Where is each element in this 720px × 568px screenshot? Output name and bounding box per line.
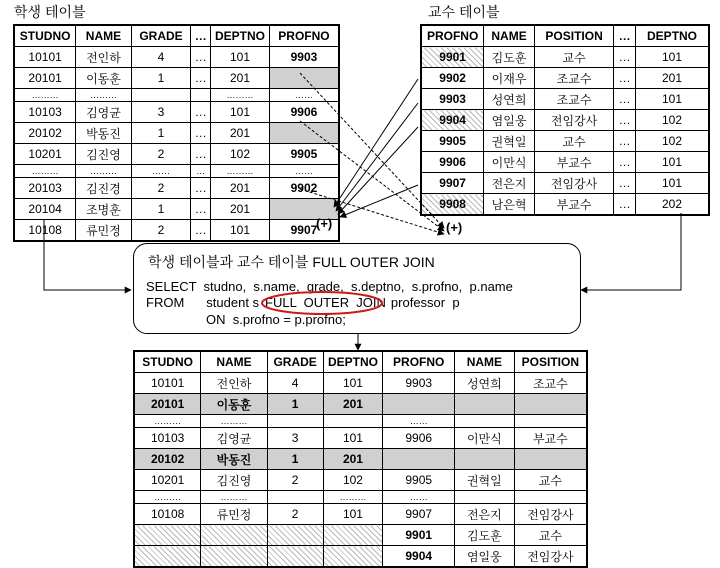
result-cell: 4: [267, 373, 323, 394]
result-cell: 20102: [134, 449, 201, 470]
professor-cell-profno: 9907: [421, 173, 484, 194]
result-cell: 교수: [514, 470, 587, 491]
student-cell-etc: …: [191, 220, 211, 242]
professor-cell-profno: 9904: [421, 110, 484, 131]
student-cell-profno: 9906: [269, 102, 339, 123]
professor-col-header: NAME: [484, 25, 535, 47]
result-cell: 염일웅: [455, 546, 515, 568]
result-cell: 9904: [383, 546, 455, 568]
result-cell: 이만식: [455, 428, 515, 449]
student-cell-etc: …: [191, 178, 211, 199]
student-cell-etc: …: [191, 47, 211, 68]
professor-cell-etc: …: [614, 194, 636, 216]
student-cell-etc: …: [191, 102, 211, 123]
student-cell-studno: ………: [14, 165, 76, 178]
student-col-header: GRADE: [131, 25, 191, 47]
student-cell-profno: 9907: [269, 220, 339, 242]
sql-line-select: SELECT studno, s.name, grade, s.deptno, s.profno, p.name: [146, 279, 513, 294]
professor-cell-position: 교수: [534, 47, 613, 68]
professor-cell-deptno: 101: [636, 152, 709, 173]
result-cell: 10101: [134, 373, 201, 394]
result-cell: 성연희: [455, 373, 515, 394]
professor-cell-etc: …: [614, 152, 636, 173]
professor-cell-profno: 9908: [421, 194, 484, 216]
result-cell: 9907: [383, 504, 455, 525]
stud-20101-dashed: [300, 73, 444, 228]
result-cell: 전임강사: [514, 546, 587, 568]
professor-cell-position: 전임강사: [534, 110, 613, 131]
student-cell-studno: 10103: [14, 102, 76, 123]
result-cell: 전인하: [201, 373, 268, 394]
professor-cell-deptno: 102: [636, 110, 709, 131]
student-cell-grade: 3: [131, 102, 191, 123]
student-cell-studno: 10201: [14, 144, 76, 165]
student-cell-name: 김진영: [76, 144, 131, 165]
professor-cell-name: 이재우: [484, 68, 535, 89]
result-cell: 1: [267, 394, 323, 415]
professor-cell-name: 염일웅: [484, 110, 535, 131]
result-cell: 20101: [134, 394, 201, 415]
result-cell: 101: [323, 504, 383, 525]
professor-cell-position: 교수: [534, 131, 613, 152]
student-cell-grade: 2: [131, 178, 191, 199]
student-col-header: DEPTNO: [211, 25, 270, 47]
student-cell-name: 이동훈: [76, 68, 131, 89]
result-cell: 3: [267, 428, 323, 449]
result-cell: 9906: [383, 428, 455, 449]
student-cell-deptno: ………: [211, 165, 270, 178]
result-cell: ……: [383, 415, 455, 428]
professor-cell-etc: …: [614, 173, 636, 194]
professor-cell-deptno: 102: [636, 131, 709, 152]
professor-table-title: 교수 테이블: [428, 4, 500, 20]
student-cell-profno: 9902: [269, 178, 339, 199]
professor-cell-name: 김도훈: [484, 47, 535, 68]
professor-cell-profno: 9903: [421, 89, 484, 110]
professor-cell-etc: …: [614, 110, 636, 131]
student-cell-name: 박동진: [76, 123, 131, 144]
sql-from-keyword: FROM: [146, 295, 185, 310]
student-cell-deptno: 101: [211, 102, 270, 123]
result-cell: 201: [323, 449, 383, 470]
student-cell-name: 류민정: [76, 220, 131, 242]
student-cell-grade: ……: [131, 165, 191, 178]
result-cell: 김도훈: [455, 525, 515, 546]
prof-9903-arrow: [334, 79, 418, 207]
result-col-header: STUDNO: [134, 351, 201, 373]
student-cell-studno: 20101: [14, 68, 76, 89]
student-cell-name: ………: [76, 89, 131, 102]
professor-cell-position: 조교수: [534, 89, 613, 110]
result-col-header: NAME: [201, 351, 268, 373]
student-cell-grade: 1: [131, 68, 191, 89]
result-cell: 9901: [383, 525, 455, 546]
result-col-header: POSITION: [514, 351, 587, 373]
student-cell-deptno: 201: [211, 178, 270, 199]
student-col-header: STUDNO: [14, 25, 76, 47]
professor-cell-name: 전은지: [484, 173, 535, 194]
professor-cell-position: 부교수: [534, 152, 613, 173]
result-col-header: NAME: [455, 351, 515, 373]
student-cell-name: 김영균: [76, 102, 131, 123]
professor-cell-deptno: 101: [636, 47, 709, 68]
professor-cell-name: 권혁일: [484, 131, 535, 152]
professor-to-bubble-line: [581, 213, 681, 290]
result-cell: 101: [323, 428, 383, 449]
professor-cell-etc: …: [614, 131, 636, 152]
student-cell-etc: …: [191, 68, 211, 89]
student-cell-profno: ……: [269, 89, 339, 102]
result-cell: 10108: [134, 504, 201, 525]
student-cell-deptno: ………: [211, 89, 270, 102]
result-cell: 101: [323, 373, 383, 394]
professor-col-header: …: [614, 25, 636, 47]
sql-line-on: ON s.profno = p.profno;: [206, 312, 346, 327]
result-cell: ………: [134, 491, 201, 504]
result-cell: 10103: [134, 428, 201, 449]
professor-cell-position: 조교수: [534, 68, 613, 89]
professor-cell-etc: …: [614, 89, 636, 110]
result-cell: 102: [323, 470, 383, 491]
result-cell: ………: [323, 491, 383, 504]
student-cell-grade: 2: [131, 220, 191, 242]
student-cell-studno: 10108: [14, 220, 76, 242]
student-cell-studno: 10101: [14, 47, 76, 68]
result-cell: 9905: [383, 470, 455, 491]
student-cell-name: 전인하: [76, 47, 131, 68]
professor-cell-position: 전임강사: [534, 173, 613, 194]
student-cell-deptno: 101: [211, 220, 270, 242]
result-cell: 박동진: [201, 449, 268, 470]
student-cell-grade: 2: [131, 144, 191, 165]
sql-from-professor: professor p: [390, 295, 460, 310]
professor-cell-profno: 9902: [421, 68, 484, 89]
sql-full-outer-join: FULL OUTER JOIN: [265, 295, 386, 310]
student-cell-studno: 20103: [14, 178, 76, 199]
stud-20102-dashed: [300, 121, 444, 231]
student-col-header: PROFNO: [269, 25, 339, 47]
student-to-bubble-line: [44, 220, 131, 290]
result-cell: 2: [267, 470, 323, 491]
professor-cell-profno: 9905: [421, 131, 484, 152]
student-table-title: 학생 테이블: [14, 4, 86, 20]
result-cell: ………: [201, 491, 268, 504]
professor-cell-deptno: 202: [636, 194, 709, 216]
professor-cell-etc: …: [614, 68, 636, 89]
professor-cell-deptno: 201: [636, 68, 709, 89]
student-cell-name: 조명훈: [76, 199, 131, 220]
student-cell-studno: 20104: [14, 199, 76, 220]
student-cell-deptno: 102: [211, 144, 270, 165]
student-cell-etc: …: [191, 199, 211, 220]
result-cell: 2: [267, 504, 323, 525]
result-cell: 1: [267, 449, 323, 470]
result-cell: 교수: [514, 525, 587, 546]
professor-cell-deptno: 101: [636, 173, 709, 194]
result-cell: 이동훈: [201, 394, 268, 415]
student-cell-deptno: 201: [211, 199, 270, 220]
plus-right: (+): [446, 220, 463, 235]
result-cell: 10201: [134, 470, 201, 491]
student-cell-etc: …: [191, 144, 211, 165]
student-cell-studno: ………: [14, 89, 76, 102]
result-cell: 전은지: [455, 504, 515, 525]
plus-left: (+): [316, 216, 333, 231]
student-cell-profno: ……: [269, 165, 339, 178]
student-cell-deptno: 201: [211, 123, 270, 144]
professor-col-header: POSITION: [534, 25, 613, 47]
result-cell: ………: [201, 415, 268, 428]
professor-col-header: DEPTNO: [636, 25, 709, 47]
result-cell: 류민정: [201, 504, 268, 525]
professor-cell-etc: …: [614, 47, 636, 68]
professor-cell-profno: 9901: [421, 47, 484, 68]
student-cell-grade: 4: [131, 47, 191, 68]
student-cell-etc: …: [191, 165, 211, 178]
result-cell: 9903: [383, 373, 455, 394]
student-cell-profno: 9903: [269, 47, 339, 68]
bubble-title: 학생 테이블과 교수 테이블 FULL OUTER JOIN: [148, 254, 435, 270]
result-cell: 권혁일: [455, 470, 515, 491]
student-col-header: …: [191, 25, 211, 47]
student-cell-name: ………: [76, 165, 131, 178]
student-cell-profno: 9905: [269, 144, 339, 165]
result-cell: 부교수: [514, 428, 587, 449]
result-cell: 조교수: [514, 373, 587, 394]
professor-cell-name: 이만식: [484, 152, 535, 173]
professor-cell-name: 남은혁: [484, 194, 535, 216]
result-cell: 김영균: [201, 428, 268, 449]
result-cell: ……: [383, 491, 455, 504]
professor-cell-deptno: 101: [636, 89, 709, 110]
student-cell-deptno: 201: [211, 68, 270, 89]
student-cell-grade: 1: [131, 123, 191, 144]
sql-from-student: student s: [206, 295, 260, 310]
result-cell: 전임강사: [514, 504, 587, 525]
student-col-header: NAME: [76, 25, 131, 47]
student-cell-studno: 20102: [14, 123, 76, 144]
result-col-header: PROFNO: [383, 351, 455, 373]
student-cell-grade: 1: [131, 199, 191, 220]
professor-cell-position: 부교수: [534, 194, 613, 216]
result-col-header: GRADE: [267, 351, 323, 373]
result-cell: 201: [323, 394, 383, 415]
professor-col-header: PROFNO: [421, 25, 484, 47]
prof-9906-arrow: [336, 103, 418, 211]
student-cell-deptno: 101: [211, 47, 270, 68]
result-cell: ………: [134, 415, 201, 428]
student-cell-name: 김진경: [76, 178, 131, 199]
professor-cell-profno: 9906: [421, 152, 484, 173]
result-cell: 김진영: [201, 470, 268, 491]
result-col-header: DEPTNO: [323, 351, 383, 373]
join-highlight-ellipse: [262, 292, 382, 314]
professor-cell-name: 성연희: [484, 89, 535, 110]
student-cell-etc: …: [191, 123, 211, 144]
